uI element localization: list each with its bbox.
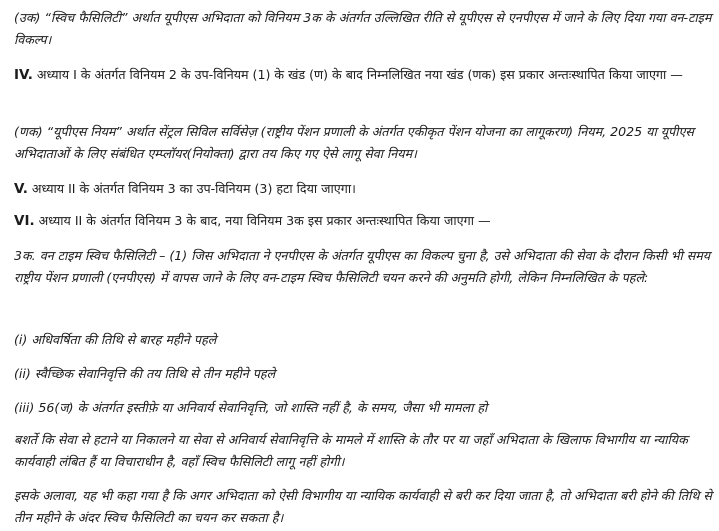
amendment-text: अध्याय I के अंतर्गत विनियम 2 के उप-विनियम (1) के खंड (ण) के बाद निम्नलिखित नया खंड (णक) इस प्रकार अन्तःस्थापित किया जाएगा — bbox=[32, 67, 683, 82]
amendment-text: अध्याय II के अंतर्गत विनियम 3 के बाद, नया विनियम 3क इस प्रकार अन्तःस्थापित किया जाएगा — bbox=[34, 213, 491, 228]
amendment-number: V. bbox=[14, 181, 28, 197]
definition-ups-rules: (णक) “यूपीएस नियम” अर्थात सेंट्रल सिविल सर्विसेज़ (राष्ट्रीय पेंशन प्रणाली के अंतर्गत एकीकृत पेंशन योजना का लागूकरण) नियम, 2025 या यूपीएस अभिदाताओं के लिए संबंधित एम्प्लॉयर(नियोक्ता) द्वारा तय किए गए ऐसे लागू सेवा नियम। bbox=[14, 124, 694, 161]
definition-switch-facility: (उक) “स्विच फैसिलिटी” अर्थात यूपीएस अभिदाता को विनियम 3क के अंतर्गत उल्लिखित रीति से यूपीएस से एनपीएस में जाने के लिए दिया गया वन-टाइम विकल्प। bbox=[14, 10, 712, 47]
condition-iii: (iii) 56(ज) के अंतर्गत इस्तीफ़े या अनिवार्य सेवानिवृत्ति, जो शास्ति नहीं है, के समय, जैसा भी मामला हो bbox=[14, 400, 488, 415]
amendment-number: VI. bbox=[14, 213, 35, 229]
regulation-3a: 3क. वन टाइम स्विच फैसिलिटी – (1) जिस अभिदाता ने एनपीएस के अंतर्गत यूपीएस का विकल्प चुना है, उसे अभिदाता की सेवा के दौरान किसी भी समय राष्ट्रीय पेंशन प्रणाली (एनपीएस) में वापस जाने के लिए वन-टाइम स्विच फैसिलिटी चयन करने की अनुमति होगी, लेकिन निम्नलिखित के पहले: bbox=[14, 248, 711, 285]
further-proviso-paragraph: इसके अलावा, यह भी कहा गया है कि अगर अभिदाता को ऐसी विभागीय या न्यायिक कार्यवाही से बरी कर दिया जाता है, तो अभिदाता बरी होने की तिथि से तीन महीने के अंदर स्विच फैसिलिटी का चयन कर सकता है। bbox=[14, 488, 712, 525]
condition-i: (i) अधिवर्षिता की तिथि से बारह महीने पहले bbox=[14, 332, 217, 347]
proviso-paragraph: बशर्ते कि सेवा से हटाने या निकालने या सेवा से अनिवार्य सेवानिवृत्ति के मामले में शास्ति के तौर पर या जहाँ अभिदाता के खिलाफ विभागीय या न्यायिक कार्यवाही लंबित हैं या विचाराधीन है, वहाँ स्विच फैसिलिटी लागू नहीं होगी। bbox=[14, 432, 688, 469]
amendment-v bbox=[14, 178, 714, 200]
amendment-text: अध्याय II के अंतर्गत विनियम 3 का उप-विनियम (3) हटा दिया जाएगा। bbox=[27, 181, 356, 196]
amendment-number: IV. bbox=[14, 67, 33, 83]
amendment-iv bbox=[14, 64, 714, 86]
amendment-vi bbox=[14, 210, 714, 232]
condition-ii: (ii) स्वैच्छिक सेवानिवृत्ति की तय तिथि से तीन महीने पहले bbox=[14, 366, 276, 381]
